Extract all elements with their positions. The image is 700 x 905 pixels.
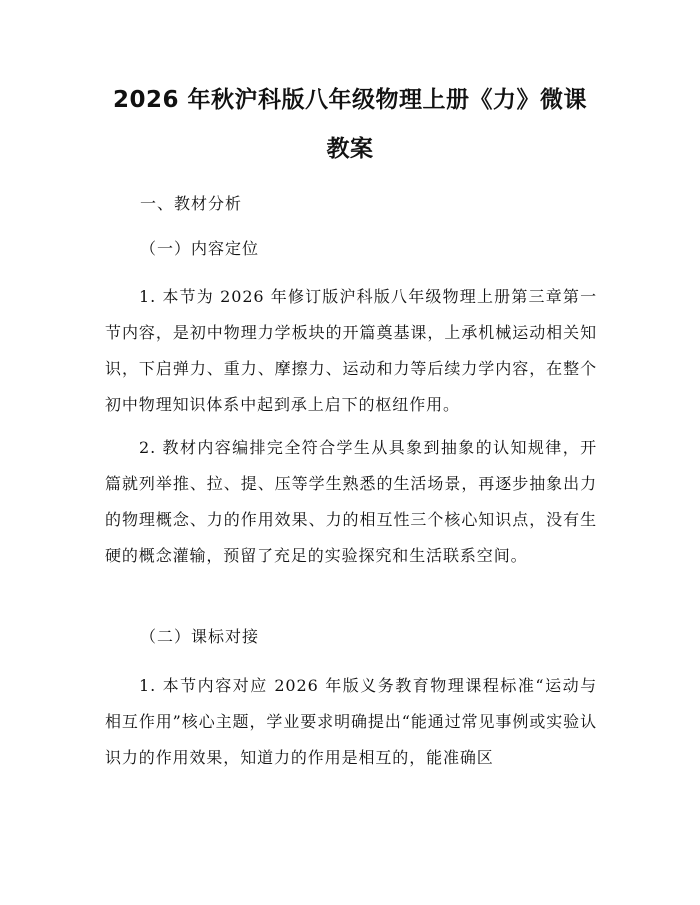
subsection-heading-curriculum-standard: （二）课标对接 [140,627,260,646]
subsection-heading-content-positioning: （一）内容定位 [140,239,260,258]
paragraph-curriculum-standard-1: 1. 本节内容对应 2026 年版义务教育物理课程标准“运动与相互作用”核心主题，学业要求明确提出“能通过常见事例或实验认识力的作用效果，知道力的作用是相互的，能准确区 [105,676,597,767]
section-heading-material-analysis: 一、教材分析 [140,194,243,213]
document-title-line-2: 教案 [326,136,374,162]
document-title-line-1: 2026 年秋沪科版八年级物理上册《力》微课 [112,87,588,113]
paragraph-content-positioning-1: 1. 本节为 2026 年修订版沪科版八年级物理上册第三章第一节内容，是初中物理力学板块的开篇奠基课，上承机械运动相关知识，下启弹力、重力、摩擦力、运动和力等后续力学内容，在整个初中物理知识体系中起到承上启下的枢纽作用。 [105,287,597,414]
paragraph-content-positioning-2: 2. 教材内容编排完全符合学生从具象到抽象的认知规律，开篇就列举推、拉、提、压等学生熟悉的生活场景，再逐步抽象出力的物理概念、力的作用效果、力的相互性三个核心知识点，没有生硬的概念灌输，预留了充足的实验探究和生活联系空间。 [105,438,597,565]
